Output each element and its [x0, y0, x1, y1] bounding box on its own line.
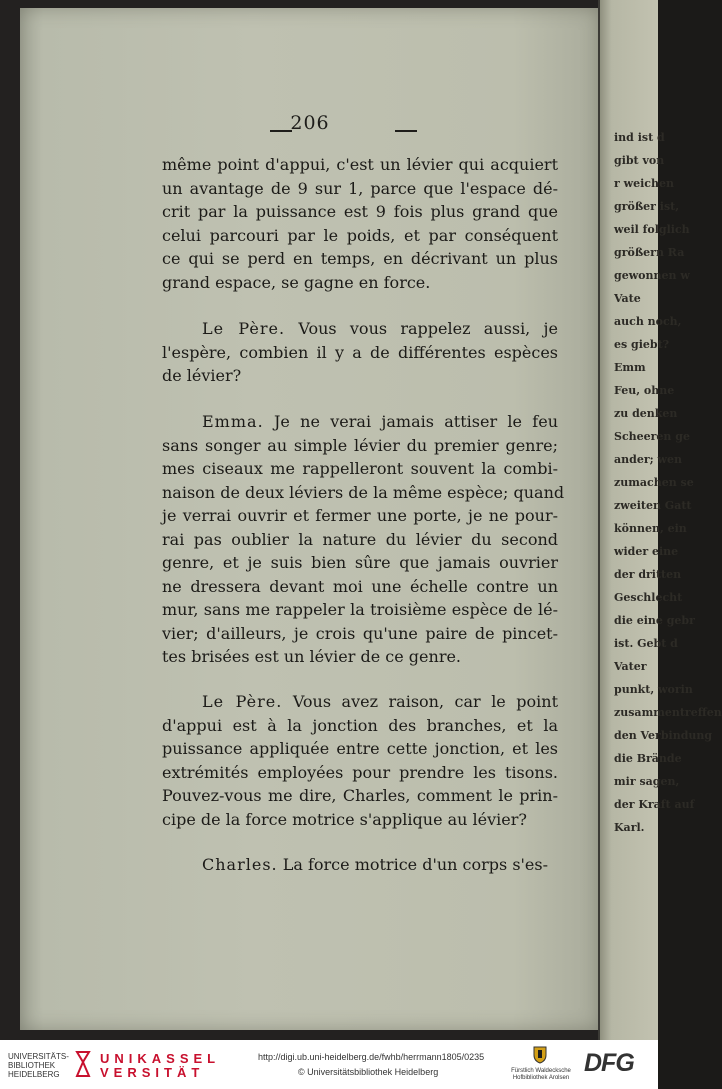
- text-line: ne dressera devant moi une échelle contre un: [162, 576, 558, 596]
- next-page-text: [600, 126, 722, 839]
- footer-bar: [0, 1040, 658, 1089]
- text-line: Vous avez raison, car le point: [292, 692, 558, 711]
- arolsen-library-credit[interactable]: [508, 1068, 574, 1082]
- next-page-fragment: Scheeren ge: [614, 430, 690, 443]
- heidelberg-mark-icon: [74, 1050, 92, 1078]
- speaker-label: Charles.: [202, 855, 278, 874]
- text-line: grand espace, se gagne en force.: [162, 272, 431, 292]
- text-line: sans songer au simple lévier du premier genre;: [162, 435, 558, 455]
- next-page-fragment: zu denken: [614, 407, 678, 420]
- text-line: de lévier?: [162, 366, 242, 385]
- next-page-fragment: punkt, worin: [614, 683, 693, 696]
- text-line: tes brisées est un lévier de ce genre.: [162, 647, 462, 666]
- text-line: puissance appliquée entre cette jonction, et les: [162, 739, 558, 758]
- text-line: Je ne verai jamais attiser le feu: [273, 412, 558, 431]
- text-line: crit par la puissance est 9 fois plus grand que: [162, 202, 558, 221]
- text-line: celui parcouri par le poids, et par conséquent: [162, 225, 558, 245]
- next-page-fragment: die Brände: [614, 752, 682, 765]
- heidelberg-library-logo[interactable]: [8, 1052, 69, 1079]
- next-page-fragment: Vater: [614, 660, 647, 673]
- credit-line: Hofbibliothek Arolsen: [512, 1075, 570, 1081]
- next-page-fragment: zweiten Gatt: [614, 499, 692, 512]
- paragraph-5: [162, 853, 558, 877]
- permalink-url[interactable]: http://digi.ub.uni-heidelberg.de/fwhb/herrmann1805/0235: [258, 1052, 485, 1062]
- paragraph-1: [162, 153, 558, 294]
- paragraph-3: [162, 410, 565, 669]
- next-page-fragment: auch noch,: [614, 315, 682, 328]
- text-line: un avantage de 9 sur 1, parce que l'espace dé-: [162, 178, 558, 198]
- next-page-fragment: den Verbindung: [614, 729, 713, 742]
- speaker-label: Le Père.: [202, 692, 283, 711]
- credit-line: Fürstlich Waldecksche: [511, 1068, 571, 1074]
- next-page-fragment: weil folglich: [614, 223, 690, 236]
- next-page-fragment: r weichen: [614, 177, 674, 190]
- text-line: cipe de la force motrice s'applique au lévier?: [162, 809, 527, 829]
- next-page-fragment: der dritten: [614, 568, 682, 581]
- next-page-fragment: gewonnen w: [614, 269, 690, 282]
- book-page: [20, 8, 600, 1030]
- coat-of-arms-icon: [533, 1046, 547, 1064]
- next-page-fragment: ander; wen: [614, 453, 682, 466]
- next-page-fragment: mir sagen,: [614, 775, 680, 788]
- next-page-fragment: Emm: [614, 361, 646, 374]
- next-page-fragment: können, ein: [614, 522, 687, 535]
- paragraph-4: [162, 690, 558, 831]
- next-page-fragment: größer ist,: [614, 200, 680, 213]
- logo-text-line: BIBLIOTHEK: [8, 1061, 56, 1070]
- text-line: genre, et je suis bien sûre que jamais ouvrier: [162, 553, 558, 572]
- next-page-fragment: es giebt?: [614, 338, 670, 351]
- text-line: extrémités employées pour prendre les tisons.: [162, 762, 558, 782]
- next-page-fragment: größern Ra: [614, 246, 685, 259]
- next-page-fragment: der Kraft auf: [614, 798, 695, 811]
- next-page-fragment: Geschlecht: [614, 591, 683, 604]
- logo-text-line: UNIVERSITÄTS-: [8, 1052, 69, 1061]
- paragraph-2: [162, 317, 558, 388]
- text-line: l'espère, combien il y a de différentes espèces: [162, 342, 558, 362]
- copyright-notice: © Universitätsbibliothek Heidelberg: [298, 1067, 439, 1077]
- text-line: rai pas oublier la nature du lévier du second: [162, 529, 558, 549]
- text-line: d'appui est à la jonction des branches, et la: [162, 715, 558, 735]
- logo-text-line: HEIDELBERG: [8, 1070, 60, 1079]
- dfg-logo[interactable]: DFG: [584, 1049, 634, 1077]
- next-page-fragment: wider eine: [614, 545, 679, 558]
- speaker-label: Le Père.: [202, 319, 286, 338]
- text-line: je verrai ouvrir et fermer une porte, je ne pour-: [162, 506, 558, 525]
- text-line: Pouvez-vous me dire, Charles, comment le prin-: [162, 786, 558, 805]
- next-page-fragment: die eine gebr: [614, 614, 695, 627]
- text-line: même point d'appui, c'est un lévier qui acquiert: [162, 155, 558, 174]
- text-line: mes ciseaux me rappelleront souvent la combi-: [162, 459, 558, 478]
- page-number-right-dash: [395, 130, 417, 132]
- text-line: La force motrice d'un corps s'es-: [282, 855, 549, 874]
- text-line: Vous vous rappelez aussi, je: [298, 319, 558, 338]
- kassel-logo-top: UNIKASSEL: [100, 1051, 221, 1066]
- kassel-university-logo[interactable]: [100, 1052, 220, 1080]
- text-line: naison de deux léviers de la même espèce; quand: [162, 482, 565, 502]
- next-page-fragment: zusammentreffen: [614, 706, 722, 719]
- next-page-fragment: zumachen se: [614, 476, 694, 489]
- next-page-fragment: ist. Gebt d: [614, 637, 678, 650]
- next-page-fragment: Feu, ohne: [614, 384, 675, 397]
- kassel-logo-bottom: VERSITÄT: [100, 1065, 205, 1080]
- next-page-fragment: gibt von: [614, 154, 665, 167]
- text-line: ce qui se perd en temps, en décrivant un plus: [162, 249, 558, 268]
- next-page-fragment: Vate: [614, 292, 641, 305]
- next-page-edge: [600, 0, 722, 1040]
- text-line: vier; d'ailleurs, je crois qu'une paire de pincet-: [162, 623, 558, 643]
- next-page-fragment: Karl.: [614, 821, 645, 834]
- next-page-fragment: ind ist d: [614, 131, 665, 144]
- text-line: mur, sans me rappeler la troisième espèce de lé-: [162, 600, 558, 619]
- speaker-label: Emma.: [202, 412, 264, 431]
- page-number: 206: [290, 112, 330, 134]
